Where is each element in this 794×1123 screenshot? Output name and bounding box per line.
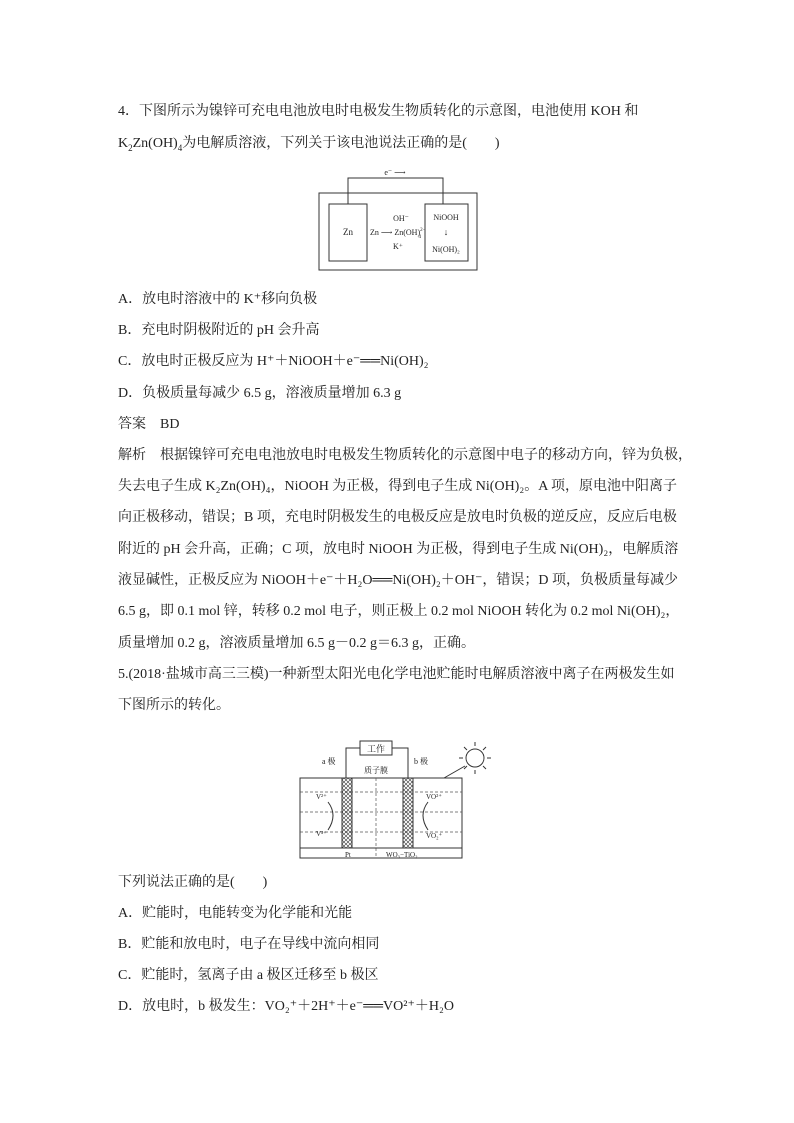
q5-option-c: C．贮能时，氢离子由 a 极区迁移至 b 极区 (118, 968, 379, 983)
niooh-label: NiOOH (433, 213, 459, 222)
q5-prompt: 下列说法正确的是( ) (118, 875, 268, 890)
q4-analysis-line4: 附近的 pH 会升高，正确；C 项，放电时 NiOOH 为正极，得到电子生成 Ni(OH)₂，电解质溶 (118, 542, 679, 557)
q4-stem-line1: 4．下图所示为镍锌可充电电池放电时电极发生物质转化的示意图，电池使用 KOH 和 (118, 104, 639, 119)
q4-analysis-line5: 液显碱性，正极反应为 NiOOH＋e⁻＋H₂O══Ni(OH)₂＋OH⁻，错误；D 项，负极质量每减少 (118, 573, 679, 588)
q4-analysis-line7: 质量增加 0.2 g，溶液质量增加 6.5 g－0.2 g＝6.3 g，正确。 (118, 636, 475, 651)
q4-option-b: B．充电时阴极附近的 pH 会升高 (118, 323, 320, 338)
q4-analysis-line1: 解析 根据镍锌可充电电池放电时电极发生物质转化的示意图中电子的移动方向，锌为负极， (118, 448, 692, 463)
q5-solar-cell-diagram (298, 740, 524, 862)
q4-option-c: C．放电时正极反应为 H⁺＋NiOOH＋e⁻══Ni(OH)₂ (118, 354, 429, 369)
vo2-ion-label: VO²⁺ (426, 793, 442, 801)
q5-option-d: D．放电时，b 极发生：VO₂⁺＋2H⁺＋e⁻══VO²⁺＋H₂O (118, 999, 454, 1014)
nioh2-label: Ni(OH)₂ (432, 245, 460, 254)
q4-option-d: D．负极质量每减少 6.5 g，溶液质量增加 6.3 g (118, 386, 402, 401)
b-electrode-label: b 极 (414, 757, 428, 766)
q4-analysis-line2: 失去电子生成 K₂Zn(OH)₄，NiOOH 为正极，得到电子生成 Ni(OH)₂。A 项，原电池中阳离子 (118, 479, 678, 494)
q5-option-a: A．贮能时，电能转变为化学能和光能 (118, 906, 353, 921)
vo2plus-ion-label: VO₂⁺ (426, 832, 443, 840)
sun-icon (459, 742, 491, 774)
q5-stem-line1: 5.(2018·盐城市高三三模)一种新型太阳光电化学电池贮能时电解质溶液中离子在两极发生如 (118, 667, 675, 682)
membrane-label: 质子膜 (364, 766, 388, 775)
q5-option-b: B．贮能和放电时，电子在导线中流向相同 (118, 937, 380, 952)
pt-label: Pt (345, 851, 351, 859)
down-arrow-icon: ↓ (443, 227, 449, 237)
v3-ion-label: V³⁺ (316, 830, 327, 838)
zn-electrode-label: Zn (343, 227, 353, 237)
a-electrode-label: a 极 (322, 757, 336, 766)
electron-flow-label: e⁻ ⟶ (384, 168, 406, 177)
zn-reaction-label: Zn ⟶ Zn(OH)$^{2-}$ 4 (370, 228, 426, 240)
q4-option-a: A．放电时溶液中的 K⁺移向负极 (118, 292, 318, 307)
q4-answer: 答案 BD (118, 417, 180, 432)
wo3-tio2-label: WO₃−TiO₂ (386, 851, 418, 859)
q4-analysis-line3: 向正极移动，错误；B 项，充电时阴极发生的电极反应是放电时负极的逆反应，反应后电极 (118, 510, 677, 525)
q4-analysis-line6: 6.5 g，即 0.1 mol 锌，转移 0.2 mol 电子，则正极上 0.2 mol NiOOH 转化为 0.2 mol Ni(OH)₂， (118, 604, 680, 619)
q5-stem-line2: 下图所示的转化。 (118, 698, 230, 713)
v2-ion-label: V²⁺ (316, 793, 327, 801)
q4-stem-line2: $K_2Zn(OH)_4$为电解质溶液，下列关于该电池说法正确的是( ) (118, 136, 500, 153)
q4-battery-diagram (318, 166, 478, 271)
k-ion-label: K⁺ (393, 242, 403, 251)
work-box-label: 工作 (366, 744, 386, 754)
oh-ion-label: OH⁻ (393, 214, 409, 223)
